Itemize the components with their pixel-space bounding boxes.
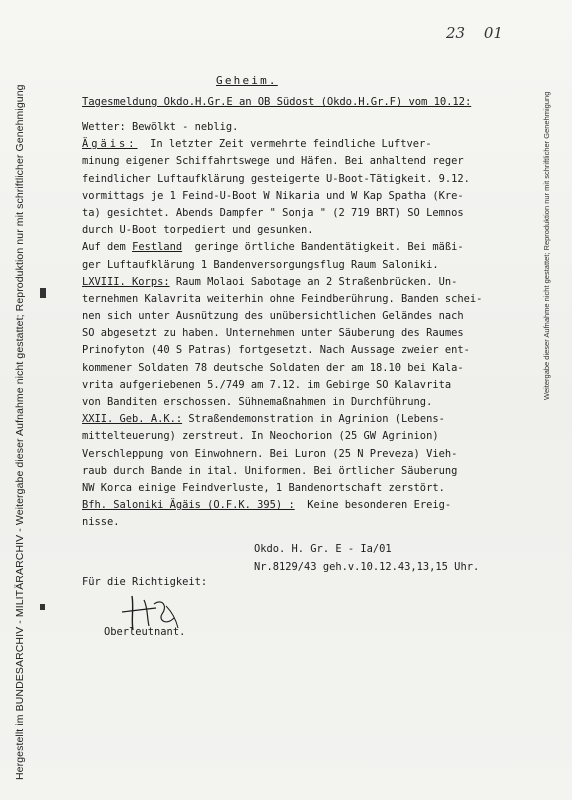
margin-mark-bottom [40,604,45,610]
bfh-label: Bfh. Saloniki Ägäis (O.F.K. 395) : [82,499,295,512]
bfh-line-2: nisse. [82,516,120,529]
document-title: Geheim. [216,74,278,87]
geb-line-1: XXII. Geb. A.K.: Straßendemonstration in Agrinion (Lebens- [82,413,445,426]
reference-line-2: Nr.8129/43 geh.v.10.12.43,13,15 Uhr. [254,561,480,573]
korps-line-5: Prinofyton (40 S Patras) fortgesetzt. Nach Aussage zweier ent- [82,344,470,357]
geb-line-3: Verschleppung von Einwohnern. Bei Luron (25 N Preveza) Vieh- [82,447,458,460]
aegaeis-line-1: Ägäis: In letzter Zeit vermehrte feindliche Luftver- [82,138,432,151]
certification-text: Für die Richtigkeit: [82,576,208,588]
margin-mark-top [40,288,46,298]
archive-stamp-right: Weitergabe dieser Aufnahme nicht gestattet; Reproduktion nur mit schriftlicher Genehmigung [542,91,551,400]
reference-line-1: Okdo. H. Gr. E - Ia/01 [254,543,392,555]
festland-label: Festland [132,241,183,254]
report-body [82,119,482,532]
aegaeis-line-4: vormittags je 1 Feind-U-Boot W Nikaria und W Kap Spatha (Kre- [82,189,464,202]
korps-line-3: nen sich unter Ausnützung des unübersichtlichen Geländes nach [82,310,464,323]
korps-line-4: SO abgesetzt zu haben. Unternehmen unter Säuberung des Raumes [82,327,464,340]
aegaeis-line-5: ta) gesichtet. Abends Dampfer " Sonja " (2 719 BRT) SO Lemnos [82,206,464,219]
weather-line: Wetter: Bewölkt - neblig. [82,121,239,133]
korps-label: LXVIII. Korps: [82,275,170,288]
korps-line-7: vrita aufgeriebenen 5./749 am 7.12. im Gebirge SO Kalavrita [82,378,452,391]
aegaeis-label: Ägäis: [82,138,138,151]
korps-line-6: kommener Soldaten 78 deutsche Soldaten der am 18.10 bei Kala- [82,361,464,374]
korps-line-1: LXVIII. Korps: Raum Molaoi Sabotage an 2 Straßenbrücken. Un- [82,275,458,288]
geb-line-2: mittelteuerung) zerstreut. In Neochorion (25 GW Agrinion) [82,430,439,443]
festland-line-2: ger Luftaufklärung 1 Bandenversorgungsflug Raum Saloniki. [82,258,439,271]
geb-label: XXII. Geb. A.K.: [82,413,183,426]
bfh-line-1: Bfh. Saloniki Ägäis (O.F.K. 395) : Keine besonderen Ereig- [82,499,452,512]
aegaeis-line-6: durch U-Boot torpediert und gesunken. [82,224,314,237]
reference-block [254,540,479,576]
korps-line-2: ternehmen Kalavrita weiterhin ohne Feindberührung. Banden schei- [82,292,483,305]
archive-number: 23 01 [446,24,503,42]
aegaeis-line-2: minung eigener Schiffahrtswege und Häfen. Bei anhaltend reger [82,155,464,168]
korps-line-8: von Banditen erschossen. Sühnemaßnahmen in Durchführung. [82,396,433,408]
signatory-rank: Oberleutnant. [104,626,186,638]
geb-line-4: raub durch Bande in ital. Uniformen. Bei örtlicher Säuberung [82,464,458,477]
archive-stamp-left: Hergestellt im BUNDESARCHIV - MILITÄRARCHIV - Weitergabe dieser Aufnahme nicht gestattet; Reproduktion nur mit schriftlicher Genehmigung [14,84,26,780]
aegaeis-line-3: feindlicher Luftaufklärung gesteigerte U-Boot-Tätigkeit. 9.12. [82,172,470,185]
festland-line-1: Auf dem Festland geringe örtliche Bandentätigkeit. Bei mäßi- [82,241,464,254]
geb-line-5: NW Korca einige Feindverluste, 1 Bandenortschaft zerstört. [82,481,445,494]
report-header: Tagesmeldung Okdo.H.Gr.E an OB Südost (Okdo.H.Gr.F) vom 10.12: [82,96,472,108]
